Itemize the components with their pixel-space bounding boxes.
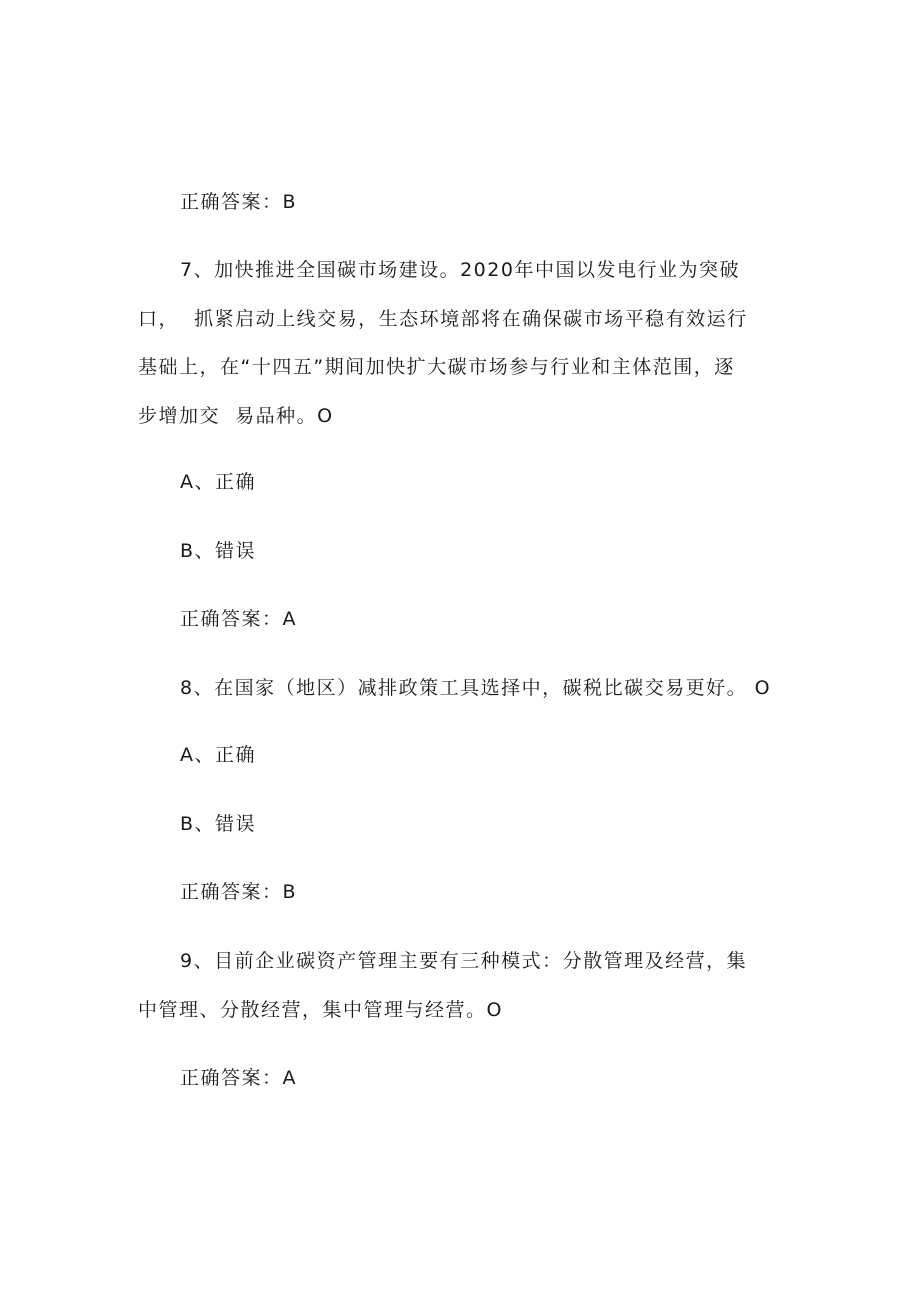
q7-option-a: A、正确: [180, 471, 256, 493]
q9-text-line-2: 中管理、分散经营，集中管理与经营。O: [138, 999, 503, 1021]
q7-text-line-1: 7、加快推进全国碳市场建设。2020年中国以发电行业为突破: [180, 259, 740, 281]
q9-answer: 正确答案：A: [180, 1067, 297, 1089]
q8-answer: 正确答案：B: [180, 881, 298, 903]
q8-option-b: B、错误: [180, 813, 257, 835]
q8-text: 8、在国家（地区）减排政策工具选择中，碳税比碳交易更好。 O: [180, 677, 772, 699]
q8-option-a: A、正确: [180, 744, 256, 766]
q7-option-b: B、错误: [180, 540, 257, 562]
q9-text-line-1: 9、目前企业碳资产管理主要有三种模式：分散管理及经营，集: [180, 950, 748, 972]
prev-answer: 正确答案：B: [180, 191, 298, 213]
q7-text-line-4: 步增加交 易品种。O: [138, 405, 334, 427]
q7-text-line-3: 基础上，在“十四五”期间加快扩大碳市场参与行业和主体范围，逐: [138, 356, 735, 378]
q7-answer: 正确答案：A: [180, 608, 297, 630]
q7-text-line-2: 口， 抓紧启动上线交易，生态环境部将在确保碳市场平稳有效运行: [138, 308, 748, 330]
